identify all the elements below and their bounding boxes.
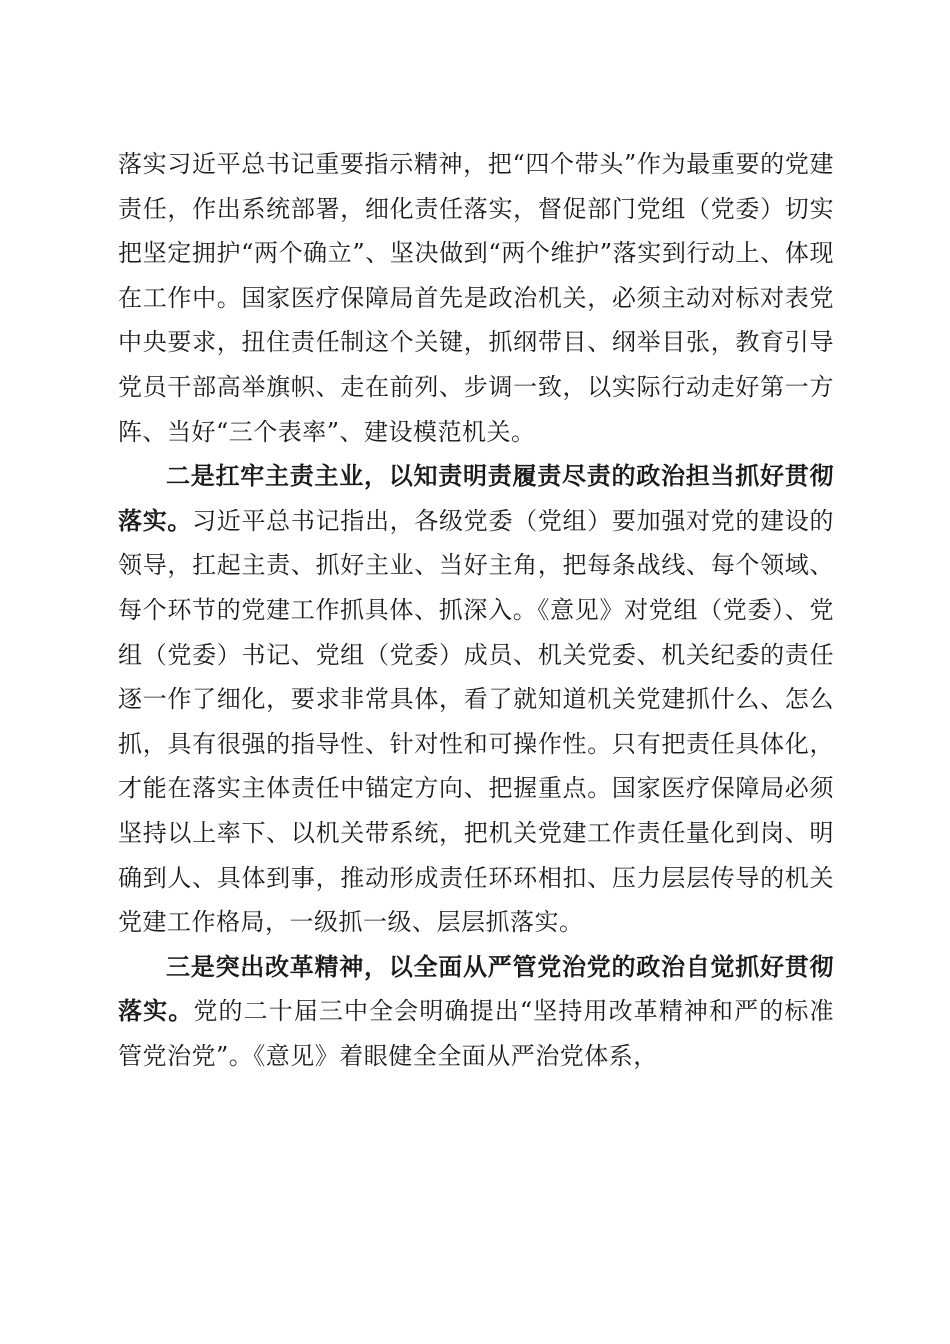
paragraph-2	[118, 454, 834, 945]
paragraph-1	[118, 142, 834, 454]
paragraph-3-heading: 三是突出改革精神，以全面从严管党治党的政治自觉抓好贯彻落实。	[118, 952, 834, 1026]
paragraph-2-heading: 二是扛牢主责主业，以知责明责履责尽责的政治担当抓好贯彻落实。	[118, 462, 834, 535]
paragraph-1-text: 落实习近平总书记重要指示精神，把“四个带头”作为最重要的党建责任，作出系统部署，细化责任落实，督促部门党组（党委）切实把坚定拥护“两个确立”、坚决做到“两个维护”落实到行动上、体现在工作中。国家医疗保障局首先是政治机关，必须主动对标对表党中央要求，扭住责任制这个关键，抓纲带目、纲举目张，教育引导党员干部高举旗帜、走在前列、步调一致，以实际行动走好第一方阵、当好“三个表率”、建设模范机关。	[118, 150, 834, 446]
paragraph-2-text: 习近平总书记指出，各级党委（党组）要加强对党的建设的领导，扛起主责、抓好主业、当好主角，把每条战线、每个领域、每个环节的党建工作抓具体、抓深入。《意见》对党组（党委）、党组（党委）书记、党组（党委）成员、机关党委、机关纪委的责任逐一作了细化，要求非常具体，看了就知道机关党建抓什么、怎么抓，具有很强的指导性、针对性和可操作性。只有把责任具体化，才能在落实主体责任中锚定方向、把握重点。国家医疗保障局必须坚持以上率下、以机关带系统，把机关党建工作责任量化到岗、明确到人、具体到事，推动形成责任环环相扣、压力层层传导的机关党建工作格局，一级抓一级、层层抓落实。	[118, 506, 835, 937]
document-page	[118, 142, 834, 1078]
paragraph-3	[118, 945, 834, 1079]
paragraph-3-text: 党的二十届三中全会明确提出“坚持用改革精神和严的标准管党治党”。《意见》着眼健全全面从严治党体系，	[118, 997, 835, 1070]
